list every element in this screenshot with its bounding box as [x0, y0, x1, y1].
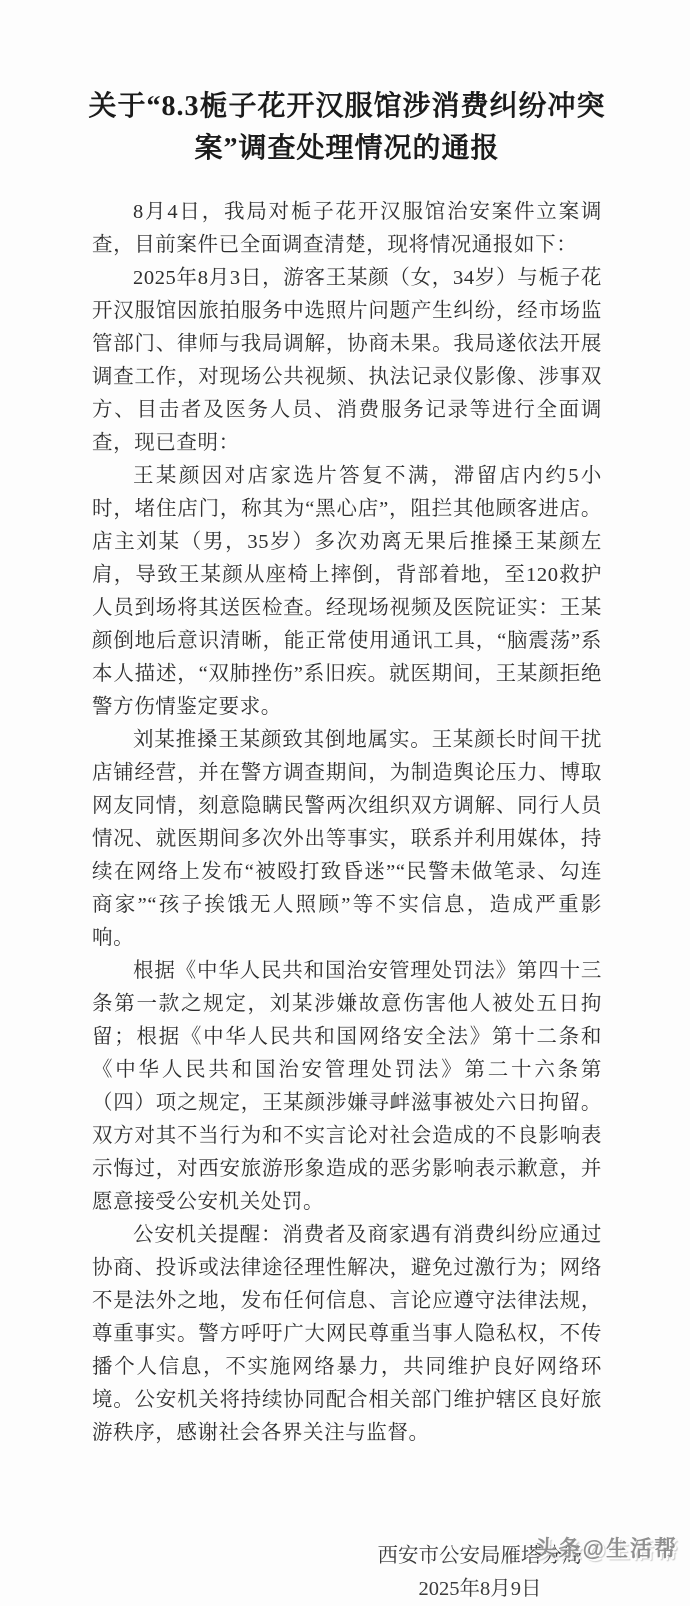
paragraph-reminder: 公安机关提醒：消费者及商家遇有消费纠纷应通过协商、投诉或法律途径理性解决，避免过激行为；网络不是法外之地，发布任何信息、言论应遵守法律法规，尊重事实。警方呼吁广大网民尊重当事人隐私权，不传播个人信息，不实施网络暴力，共同维护良好网络环境。公安机关将持续协同配合相关部门维护辖区良好旅游秩序，感谢社会各界关注与监督。 — [92, 1224, 602, 1444]
signature-issuer: 西安市公安局雁塔分局 — [377, 1545, 583, 1567]
document-body — [92, 196, 602, 1450]
paragraph-incident: 2025年8月3日，游客王某颜（女，34岁）与栀子花开汉服馆因旅拍服务中选照片问题产生纠纷，经市场监管部门、律师与我局调解，协商未果。我局遂依法开展调查工作，对现场公共视频、执法记录仪影像、涉事双方、目击者及医务人员、消费服务记录等进行全面调查，现已查明： — [92, 267, 602, 454]
title-line-2: 案”调查处理情况的通报 — [194, 133, 500, 164]
paragraph-punishment: 根据《中华人民共和国治安管理处罚法》第四十三条第一款之规定，刘某涉嫌故意伤害他人被处五日拘留；根据《中华人民共和国网络安全法》第十二条和《中华人民共和国治安管理处罚法》第二十六条第（四）项之规定，王某颜涉嫌寻衅滋事被处六日拘留。双方对其不当行为和不实言论对社会造成的不良影响表示悔过，对西安旅游形象造成的恶劣影响表示歉意，并愿意接受公安机关处罚。 — [92, 960, 602, 1213]
signature-date: 2025年8月9日 — [418, 1578, 542, 1600]
paragraph-misinformation: 刘某推搡王某颜致其倒地属实。王某颜长时间干扰店铺经营，并在警方调查期间，为制造舆论压力、博取网友同情，刻意隐瞒民警两次组织双方调解、同行人员情况、就医期间多次外出等事实，联系并利用媒体，持续在网络上发布“被殴打致昏迷”“民警未做笔录、勾连商家”“孩子挨饿无人照顾”等不实信息，造成严重影响。 — [92, 729, 602, 949]
document-title — [82, 86, 612, 170]
paragraph-findings: 王某颜因对店家选片答复不满，滞留店内约5小时，堵住店门，称其为“黑心店”，阻拦其他顾客进店。店主刘某（男，35岁）多次劝离无果后推搡王某颜左肩，导致王某颜从座椅上摔倒，背部着地，至120救护人员到场将其送医检查。经现场视频及医院证实：王某颜倒地后意识清晰，能正常使用通讯工具，“脑震荡”系本人描述，“双肺挫伤”系旧疾。就医期间，王某颜拒绝警方伤情鉴定要求。 — [92, 465, 602, 718]
watermark-text: 头条@生活帮 — [534, 1536, 678, 1561]
paragraph-intro: 8月4日，我局对栀子花开汉服馆治安案件立案调查，目前案件已全面调查清楚，现将情况通报如下： — [92, 201, 602, 256]
title-line-1: 关于“8.3栀子花开汉服馆涉消费纠纷冲突 — [88, 91, 606, 122]
